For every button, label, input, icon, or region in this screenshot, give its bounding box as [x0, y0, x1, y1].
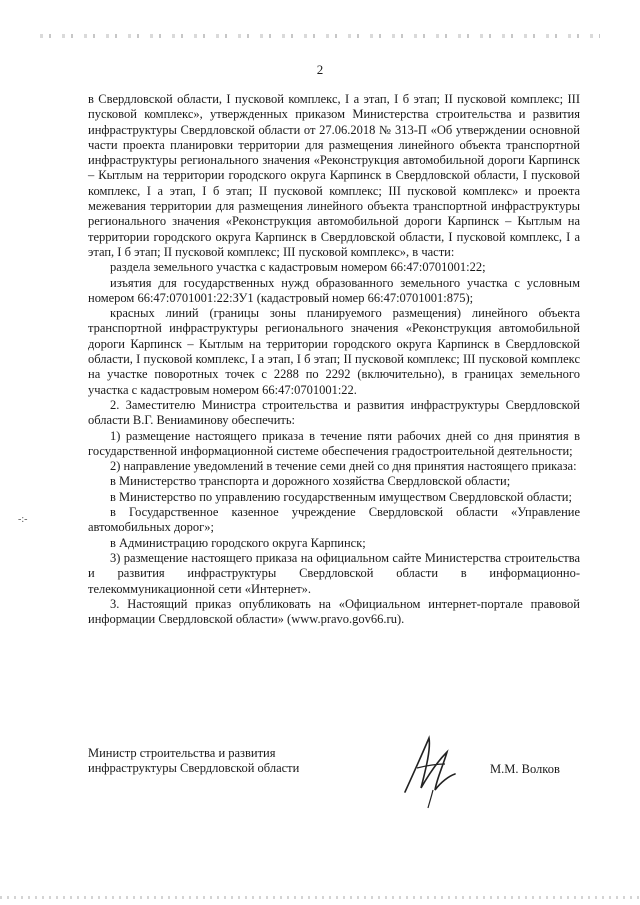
paragraph: 2. Заместителю Министра строительства и развития инфраструктуры Свердловской области В.Г. Вениаминову обеспечить:	[88, 397, 580, 428]
paragraph: в Министерство транспорта и дорожного хозяйства Свердловской области;	[110, 474, 511, 489]
paragraph: 2) направление уведомлений в течение семи дней со дня принятия настоящего приказа:	[110, 459, 577, 474]
signatory-title-line: Министр строительства и развития	[88, 746, 276, 760]
paragraph: красных линий (границы зоны планируемого размещения) линейного объекта транспортной инфраструктуры регионального значения «Реконструкция автомобильной дороги Карпинск – Кытлым на территории городского округа Карпинск в Свердловской области, I пусковой комплекс, I а этап, I б этап; II пусковой комплекс; III пусковой комплекс на участке поворотных точек с 2288 по 2292 (включительно), в границах земельного участка с кадастровым номером 66:47:0701001:22.	[88, 306, 580, 397]
paragraph: в Министерство по управлению государственным имуществом Свердловской области;	[110, 489, 572, 504]
signatory-name: М.М. Волков	[490, 762, 560, 776]
margin-marks: -:-	[18, 514, 28, 525]
scan-artifact-top	[40, 34, 600, 38]
signatory-title	[88, 746, 299, 776]
paragraph: в Свердловской области, I пусковой комплекс, I а этап, I б этап; II пусковой комплекс; III пусковой комплекс», утвержденных приказом Министерства строительства и развития инфраструктуры Свердловской области от 27.06.2018 № 313-П «Об утверждении основной части проекта планировки территории для размещения линейного объекта транспортной инфраструктуры регионального значения «Реконструкция автомобильной дороги Карпинск – Кытлым на территории городского округа Карпинск в Свердловской области, I пусковой комплекс, I а этап, I б этап; II пусковой комплекс; III пусковой комплекс» и проекта межевания территории для размещения линейного объекта транспортной инфраструктуры регионального значения «Реконструкция автомобильной дороги Карпинск – Кытлым на территории городского округа Карпинск в Свердловской области, I пусковой комплекс, I а этап, I б этап; II пусковой комплекс; III пусковой комплекс», в части:	[88, 92, 580, 259]
paragraph: раздела земельного участка с кадастровым номером 66:47:0701001:22;	[110, 260, 486, 275]
signatory-title-line: инфраструктуры Свердловской области	[88, 761, 300, 775]
handwritten-signature	[395, 730, 465, 810]
paragraph: 3) размещение настоящего приказа на официальном сайте Министерства строительства и развития инфраструктуры Свердловской области в информационно-телекоммуникационной сети «Интернет».	[88, 550, 580, 596]
scan-artifact-bottom	[0, 896, 640, 899]
paragraph: 3. Настоящий приказ опубликовать на «Официальном интернет-портале правовой информации Свердловской области» (www.pravo.gov66.ru).	[88, 596, 580, 627]
paragraph: изъятия для государственных нужд образованного земельного участка с условным номером 66:47:0701001:22:ЗУ1 (кадастровый номер 66:47:0701001:875);	[88, 275, 580, 305]
document-body	[88, 92, 580, 627]
paragraph: 1) размещение настоящего приказа в течение пяти рабочих дней со дня принятия в государственной информационной системе обеспечения градостроительной деятельности;	[88, 428, 580, 458]
paragraph: в Администрацию городского округа Карпинск;	[110, 535, 366, 550]
page-number: 2	[316, 62, 324, 77]
paragraph: в Государственное казенное учреждение Свердловской области «Управление автомобильных дорог»;	[88, 505, 580, 535]
